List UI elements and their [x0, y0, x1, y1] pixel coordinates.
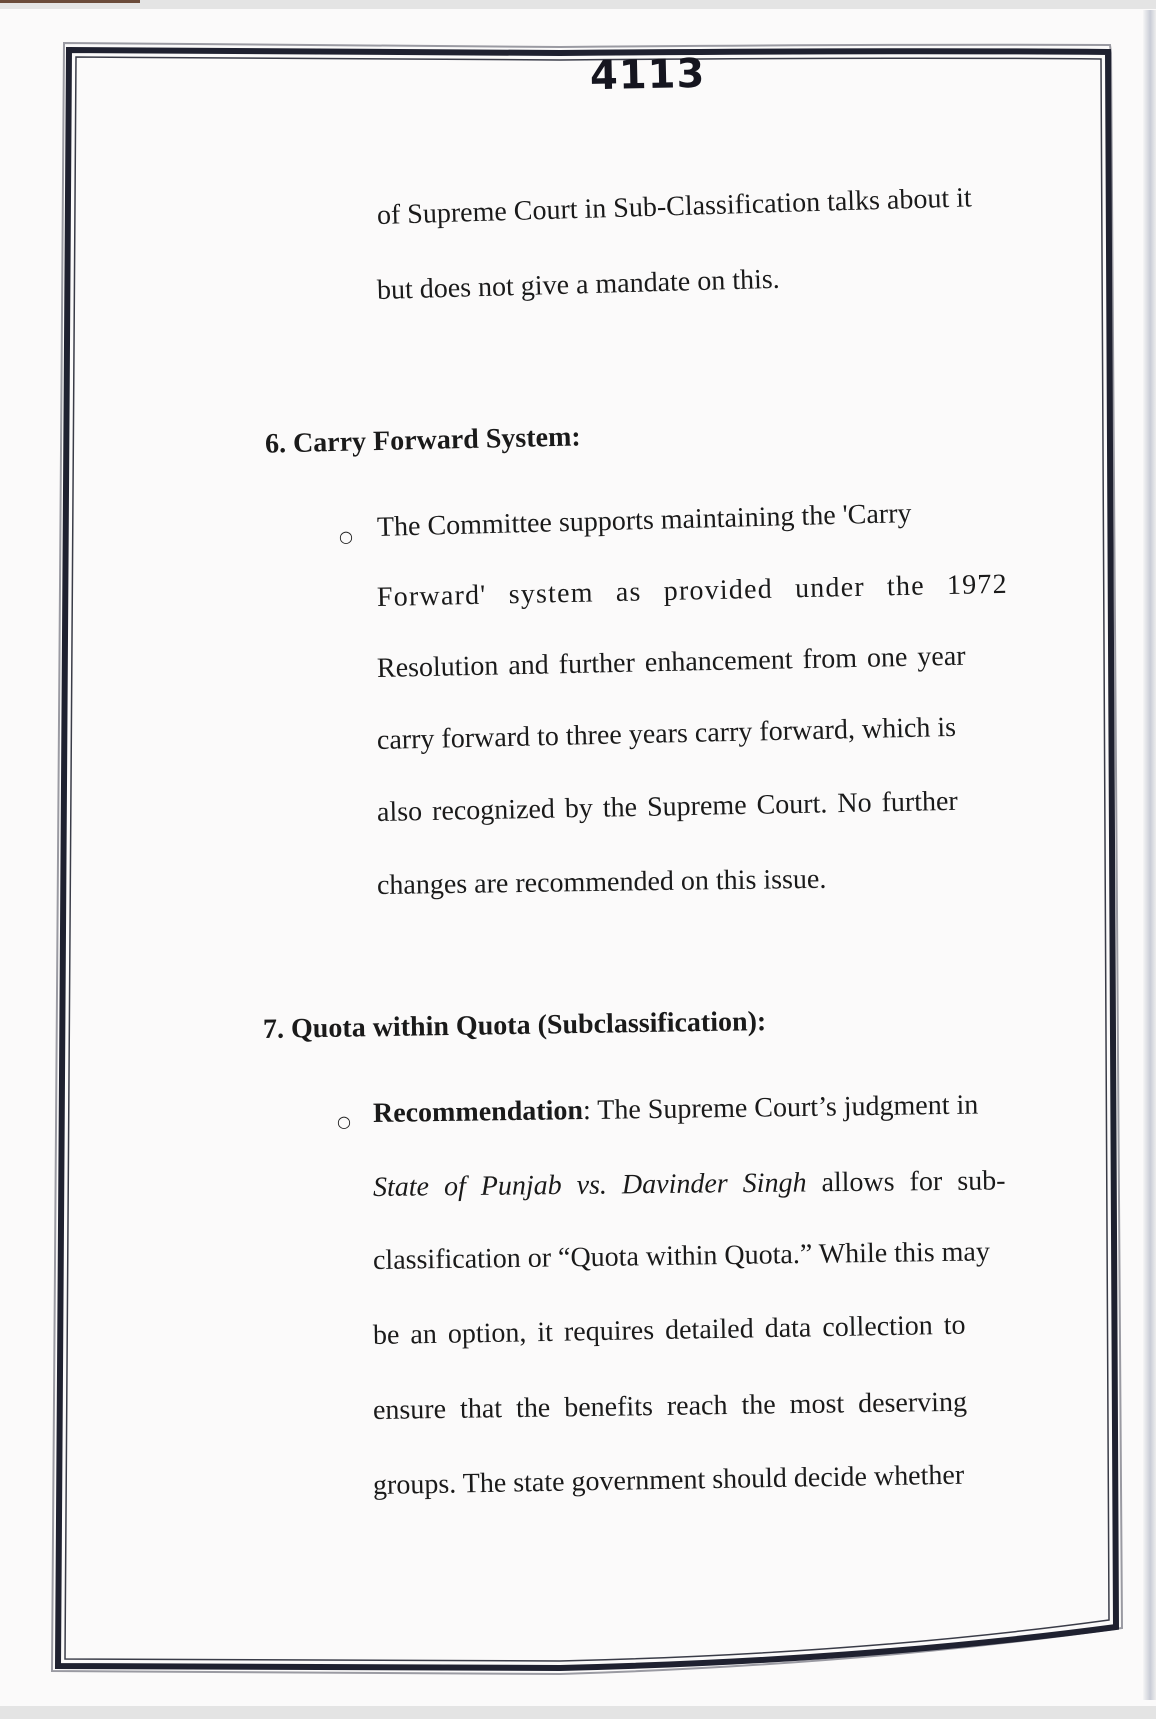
section-7-line-3: classification or “Quota within Quota.” While this may: [372, 1236, 991, 1276]
section-6-heading: 6. Carry Forward System:: [264, 421, 582, 460]
case-rest: allows for sub-: [806, 1165, 1006, 1199]
continuation-line-1: of Supreme Court in Sub-Classification talks about it: [376, 182, 973, 231]
section-7-line-6: groups. The state government should decide whether: [372, 1459, 965, 1501]
section-6-line-1-text: The Committee supports maintaining the 'Carry: [376, 498, 912, 543]
section-6-line-4: carry forward to three years carry forward, which is: [376, 711, 957, 756]
bullet-icon: ○: [339, 527, 353, 546]
recommendation-text: : The Supreme Court’s judgment in: [582, 1089, 979, 1127]
section-6-line-3: Resolution and further enhancement from one year: [376, 640, 966, 684]
section-7-line-5: ensure that the benefits reach the most deserving: [372, 1386, 968, 1426]
bullet-icon: ○: [337, 1112, 351, 1131]
section-6-line-5: also recognized by the Supreme Court. No further: [376, 785, 959, 828]
continuation-line-2: but does not give a mandate on this.: [376, 263, 781, 306]
page-number: 4113: [589, 50, 706, 100]
section-7-line-2: [373, 1165, 1006, 1204]
case-name: State of Punjab vs. Davinder Singh: [372, 1167, 807, 1203]
section-6-line-2: Forward' system as provided under the 1972: [376, 568, 1009, 613]
section-7-line-4: be an option, it requires detailed data collection to: [372, 1309, 966, 1351]
section-7-heading: 7. Quota within Quota (Subclassification):: [262, 1006, 767, 1045]
section-6-line-6: changes are recommended on this issue.: [376, 863, 827, 901]
recommendation-label: Recommendation: [372, 1095, 584, 1129]
